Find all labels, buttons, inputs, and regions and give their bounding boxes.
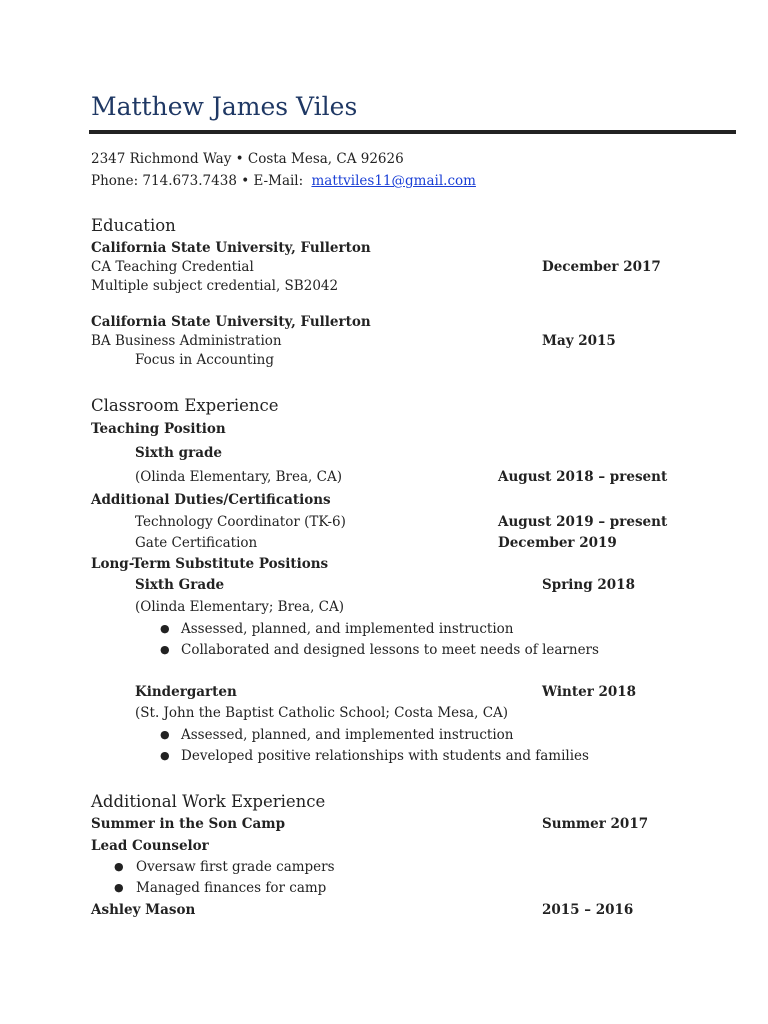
teaching-position-label: Teaching Position	[91, 421, 226, 437]
bullet-text: Collaborated and designed lessons to meet needs of learners	[181, 642, 599, 658]
position-place: (Olinda Elementary; Brea, CA)	[135, 599, 345, 615]
position-grade: Sixth Grade	[135, 577, 225, 593]
classroom-heading: Classroom Experience	[91, 396, 279, 415]
bullet-dot: ●	[114, 881, 124, 894]
address-line: 2347 Richmond Way • Costa Mesa, CA 92626	[91, 151, 404, 167]
bullet-text: Assessed, planned, and implemented instruction	[181, 727, 514, 743]
bullet-dot: ●	[160, 728, 170, 741]
additional-duties-label: Additional Duties/Certifications	[91, 492, 331, 508]
work-heading: Additional Work Experience	[91, 792, 326, 811]
bullet-dot: ●	[160, 749, 170, 762]
position-grade: Kindergarten	[135, 684, 237, 700]
education-heading: Education	[91, 216, 176, 235]
duty-title: Technology Coordinator (TK-6)	[135, 514, 346, 530]
position-date: Winter 2018	[542, 684, 637, 700]
position-place: (St. John the Baptist Catholic School; Costa Mesa, CA)	[135, 705, 509, 721]
work-org: Ashley Mason	[91, 902, 196, 918]
education-degree: BA Business Administration	[91, 333, 282, 349]
teaching-date: August 2018 – present	[498, 469, 668, 485]
work-date: Summer 2017	[542, 816, 649, 832]
education-school: California State University, Fullerton	[91, 314, 371, 330]
education-detail: Multiple subject credential, SB2042	[91, 278, 339, 294]
email-link[interactable]: mattviles11@gmail.com	[311, 173, 476, 189]
education-school: California State University, Fullerton	[91, 240, 371, 256]
education-date: May 2015	[542, 333, 616, 349]
duty-title: Gate Certification	[135, 535, 258, 551]
bullet-dot: ●	[160, 622, 170, 635]
education-degree: CA Teaching Credential	[91, 259, 254, 275]
long-term-label: Long-Term Substitute Positions	[91, 556, 329, 572]
contact-line	[91, 173, 476, 189]
work-role: Lead Counselor	[91, 838, 209, 854]
education-date: December 2017	[542, 259, 661, 275]
duty-date: December 2019	[498, 535, 617, 551]
bullet-dot: ●	[160, 643, 170, 656]
work-date: 2015 – 2016	[542, 902, 634, 918]
position-date: Spring 2018	[542, 577, 635, 593]
phone-label: Phone: 714.673.7438 • E-Mail:	[91, 173, 304, 189]
bullet-dot: ●	[114, 860, 124, 873]
teaching-place: (Olinda Elementary, Brea, CA)	[135, 469, 342, 485]
header-rule	[89, 130, 736, 134]
education-detail: Focus in Accounting	[135, 352, 275, 368]
bullet-text: Assessed, planned, and implemented instruction	[181, 621, 514, 637]
bullet-text: Managed finances for camp	[136, 880, 327, 896]
resume-name: Matthew James Viles	[91, 92, 358, 121]
work-org: Summer in the Son Camp	[91, 816, 286, 832]
bullet-text: Developed positive relationships with students and families	[181, 748, 589, 764]
teaching-grade: Sixth grade	[135, 445, 223, 461]
duty-date: August 2019 – present	[498, 514, 668, 530]
bullet-text: Oversaw first grade campers	[136, 859, 335, 875]
